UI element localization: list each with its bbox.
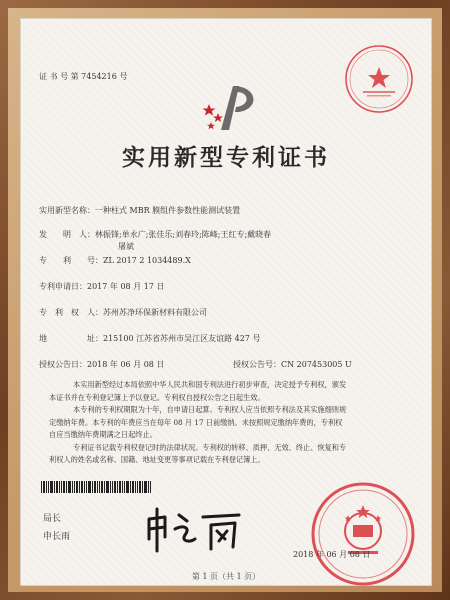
filing-date-label: 专利申请日：: [39, 282, 87, 291]
director-title: 局长: [43, 514, 62, 524]
inventor-value-line2: 屠斌: [118, 242, 134, 251]
address-row: [39, 333, 260, 344]
grant-number-label: 授权公告号：: [233, 360, 281, 369]
barcode-icon: [41, 481, 151, 493]
patent-number-label: 专 利 号：: [39, 256, 103, 265]
official-seal-top: [343, 43, 415, 115]
certificate-body: [49, 379, 419, 467]
patentee-label: 专 利 权 人：: [39, 308, 103, 317]
body-paragraph: 本实用新型经过本局依照中华人民共和国专利法进行初步审查，决定授予专利权，颁发: [73, 380, 347, 389]
grant-date-label: 授权公告日：: [39, 360, 87, 369]
stamp-date: 2018 年 06 月 08 日: [293, 550, 371, 559]
patentee-row: [39, 307, 207, 318]
address-value: 215100 江苏省苏州市吴江区友谊路 427 号: [103, 334, 261, 343]
address-label: 地 址：: [39, 334, 103, 343]
utility-model-name-value: 一种柱式 MBR 膜组件参数性能测试装置: [95, 206, 241, 215]
body-paragraph: 定缴纳年费。本专利的年费应当在每年 08 月 17 日前缴纳。未按照规定缴纳年费的，专利权: [49, 417, 343, 427]
page-footer: 第 1 页（共 1 页）: [191, 572, 261, 581]
certificate-number: 证 书 号 第 7454216 号: [39, 72, 128, 81]
inventor-row: [39, 229, 271, 240]
cnipa-logo-icon: [199, 82, 265, 134]
patentee-value: 苏州苏净环保新材料有限公司: [103, 308, 207, 317]
utility-model-name-row: [39, 205, 240, 216]
director-signature: [141, 505, 251, 555]
certificate-paper: [20, 18, 432, 586]
filing-date-row: [39, 281, 164, 292]
patent-number-value: ZL 2017 2 1034489.X: [103, 256, 191, 265]
grant-number-row: [233, 359, 352, 370]
certificate-title: 实用新型专利证书: [122, 145, 330, 171]
body-paragraph: 本专利的专利权期限为十年，自申请日起算。专利权人应当依照专利法及其实施细则规: [73, 405, 347, 414]
grant-date-value: 2018 年 06 月 08 日: [87, 360, 165, 369]
body-paragraph: 本证书并在专利登记簿上予以登记。专利权自授权公告之日起生效。: [49, 392, 265, 402]
director-name: 申长雨: [43, 532, 71, 542]
body-paragraph: 专利证书记载专利权登记时的法律状况。专利权的转移、质押、无效、终止、恢复和专: [73, 442, 347, 452]
body-paragraph: 自应当缴纳年费期满之日起终止。: [49, 430, 157, 439]
inventor-label: 发 明 人：: [39, 230, 95, 239]
body-paragraph: 利权人的姓名或名称、国籍、地址变更等事项记载在专利登记簿上。: [49, 455, 265, 464]
inventor-value: 林振锋;单永广;张佳乐;刘春玲;陈峰;王红专;戴晓春: [95, 230, 272, 239]
utility-model-name-label: 实用新型名称：: [39, 206, 95, 215]
patent-number-row: [39, 255, 191, 266]
grant-date-row: [39, 359, 164, 370]
filing-date-value: 2017 年 08 月 17 日: [87, 282, 165, 291]
grant-number-value: CN 207453005 U: [281, 360, 352, 369]
